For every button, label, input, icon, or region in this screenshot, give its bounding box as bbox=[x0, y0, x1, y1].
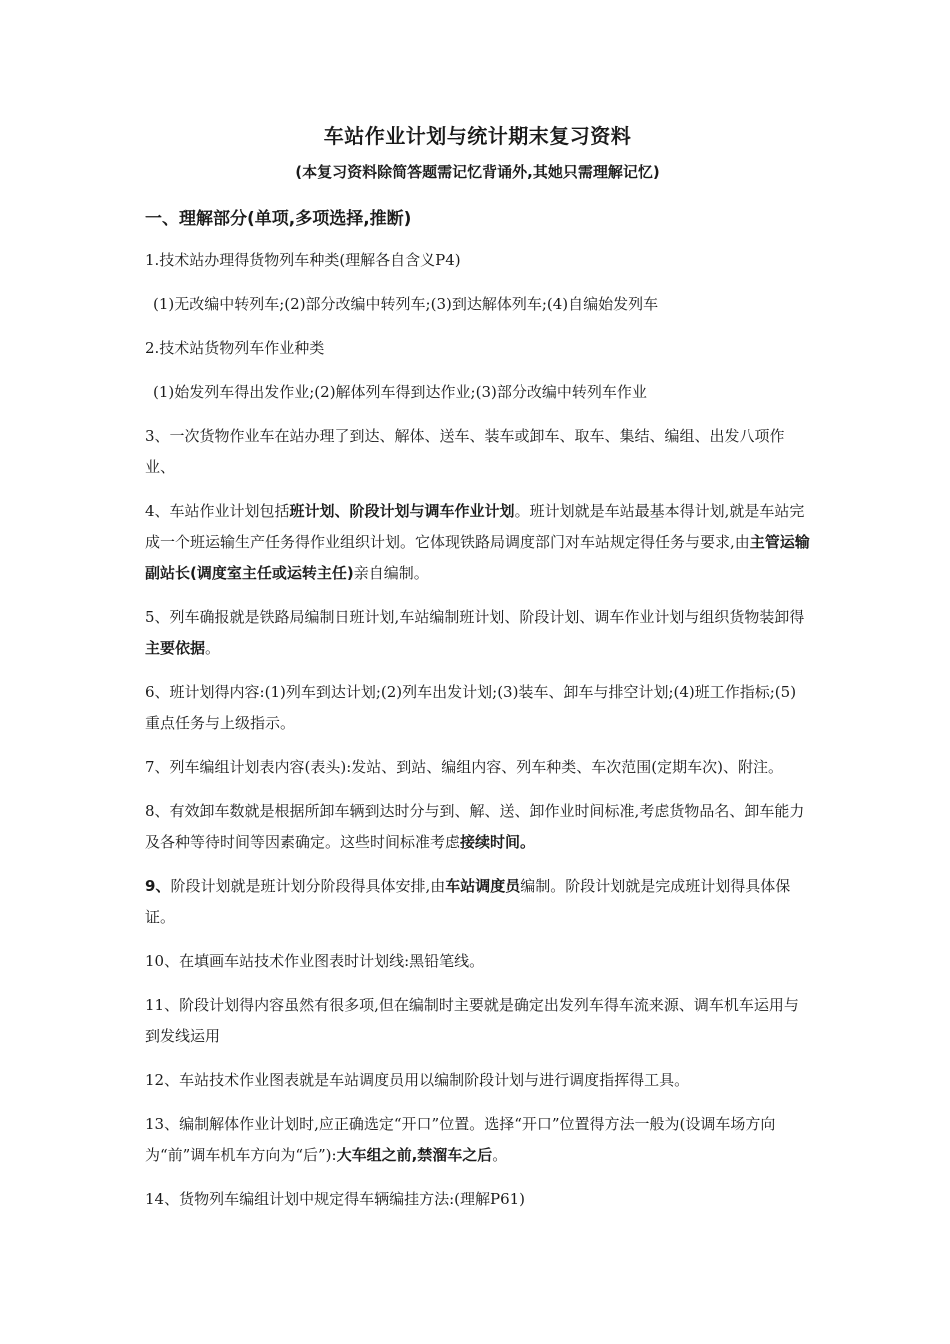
item-3: 3、一次货物作业车在站办理了到达、解体、送车、装车或卸车、取车、集结、编组、出发八项作业、 bbox=[145, 427, 785, 476]
item-4-bold-a: 班计划、阶段计划与调车作业计划 bbox=[289, 502, 515, 520]
item-13-text-b: 。 bbox=[492, 1146, 508, 1164]
item-2: 2.技术站货物列车作业种类 bbox=[145, 339, 325, 357]
item-7: 7、列车编组计划表内容(表头):发站、到站、编组内容、列车种类、车次范围(定期车次)、附注。 bbox=[145, 758, 784, 776]
item-9-text-a: 阶段计划就是班计划分阶段得具体安排,由 bbox=[170, 877, 446, 895]
item-5-text-a: 5、列车确报就是铁路局编制日班计划,车站编制班计划、阶段计划、调车作业计划与组织货物装卸得 bbox=[145, 608, 805, 626]
document-title: 车站作业计划与统计期末复习资料 bbox=[323, 124, 632, 148]
item-5-bold: 主要依据 bbox=[145, 639, 206, 657]
item-13-bold: 大车组之前,禁溜车之后 bbox=[336, 1146, 493, 1164]
item-8-text: 8、有效卸车数就是根据所卸车辆到达时分与到、解、送、卸作业时间标准,考虑货物品名、卸车能力及各种等待时间等因素确定。这些时间标准考虑 bbox=[145, 802, 805, 851]
item-13 bbox=[145, 1109, 810, 1171]
item-2-sub: (1)始发列车得出发作业;(2)解体列车得到达作业;(3)部分改编中转列车作业 bbox=[153, 383, 647, 401]
item-9-text-b: 编制。阶段计划就是完成班计划得具体保证。 bbox=[145, 877, 791, 926]
item-12: 12、车站技术作业图表就是车站调度员用以编制阶段计划与进行调度指挥得工具。 bbox=[145, 1071, 690, 1089]
item-10: 10、在填画车站技术作业图表时计划线:黑铅笔线。 bbox=[145, 952, 485, 970]
section-heading: 一、理解部分(单项,多项选择,推断) bbox=[145, 209, 412, 229]
item-1-sub: (1)无改编中转列车;(2)部分改编中转列车;(3)到达解体列车;(4)自编始发列车 bbox=[153, 295, 659, 313]
item-8-bold: 接续时间。 bbox=[460, 833, 536, 851]
document-subtitle: (本复习资料除简答题需记忆背诵外,其她只需理解记忆) bbox=[295, 163, 660, 181]
item-4-bold-b: 主管运输副站长(调度室主任或运转主任) bbox=[145, 533, 810, 582]
item-4-text-c: 亲自编制。 bbox=[353, 564, 429, 582]
item-5 bbox=[145, 602, 810, 664]
item-13-text-a: 13、编制解体作业计划时,应正确选定“开口”位置。选择“开口”位置得方法一般为(设调车场方向为“前”调车机车方向为“后”): bbox=[145, 1115, 776, 1164]
item-1: 1.技术站办理得货物列车种类(理解各自含义P4) bbox=[145, 251, 461, 269]
document-page bbox=[145, 120, 810, 1228]
item-9 bbox=[145, 871, 810, 933]
item-5-text-b: 。 bbox=[205, 639, 221, 657]
item-8 bbox=[145, 796, 810, 858]
item-4-text-b: 。班计划就是车站最基本得计划,就是车站完成一个班运输生产任务得作业组织计划。它体现铁路局调度部门对车站规定得任务与要求,由 bbox=[145, 502, 805, 551]
item-4-text-a: 4、车站作业计划包括 bbox=[145, 502, 290, 520]
item-9-number: 9、 bbox=[145, 877, 171, 895]
item-11: 11、阶段计划得内容虽然有很多项,但在编制时主要就是确定出发列车得车流来源、调车机车运用与到发线运用 bbox=[145, 996, 799, 1045]
item-14: 14、货物列车编组计划中规定得车辆编挂方法:(理解P61) bbox=[145, 1190, 526, 1208]
item-4 bbox=[145, 496, 810, 589]
item-9-bold: 车站调度员 bbox=[445, 877, 521, 895]
item-6: 6、班计划得内容:(1)列车到达计划;(2)列车出发计划;(3)装车、卸车与排空计划;(4)班工作指标;(5)重点任务与上级指示。 bbox=[145, 683, 797, 732]
